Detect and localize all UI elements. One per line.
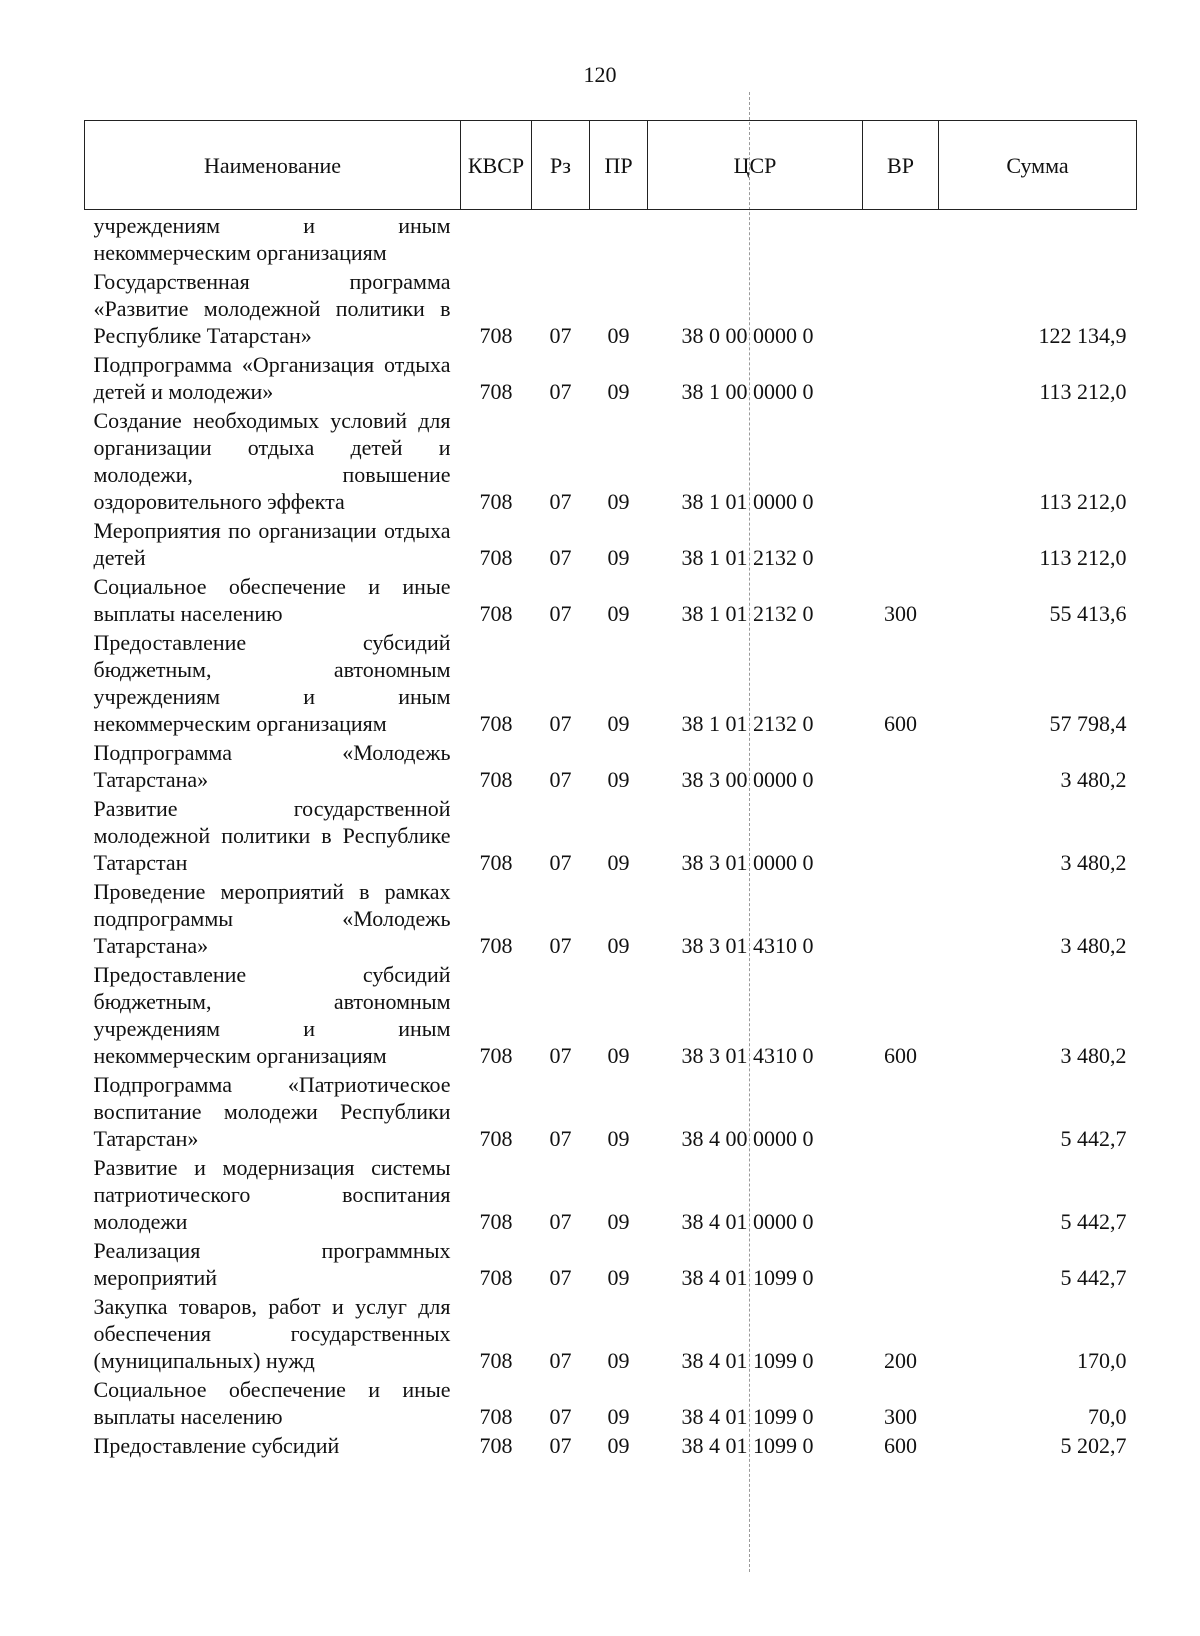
- cell-sum: 113 212,0: [1039, 379, 1127, 404]
- cell-sum: 3 480,2: [1060, 933, 1127, 958]
- cell-sum: 70,0: [1088, 1404, 1127, 1429]
- cell-rz: 07: [549, 850, 572, 875]
- cell-vr: 600: [884, 1433, 917, 1458]
- table-row: [85, 350, 1137, 406]
- cell-sum: 5 202,7: [1060, 1433, 1127, 1458]
- table-row: [85, 877, 1137, 960]
- cell-sum: 170,0: [1077, 1348, 1127, 1373]
- cell-sum: 5 442,7: [1060, 1265, 1127, 1290]
- cell-name: Закупка товаров, работ и услуг для обеспечения государственных (муниципальных) нужд: [93, 1294, 451, 1373]
- cell-csr: 38 4 01 1099 0: [681, 1265, 814, 1290]
- cell-vr: [863, 406, 939, 516]
- cell-rz: 07: [549, 1433, 572, 1458]
- cell-rz: 07: [549, 1209, 572, 1234]
- header-vr: ВР: [863, 121, 939, 210]
- cell-kvsr: 708: [479, 323, 513, 348]
- cell-sum: 113 212,0: [1039, 545, 1127, 570]
- cell-kvsr: 708: [479, 601, 513, 626]
- cell-vr: [863, 1070, 939, 1153]
- cell-rz: [532, 210, 590, 268]
- cell-pr: [590, 210, 648, 268]
- cell-csr: 38 4 01 1099 0: [681, 1433, 814, 1458]
- cell-name: Социальное обеспечение и иные выплаты населению: [93, 574, 451, 626]
- cell-kvsr: 708: [479, 767, 513, 792]
- cell-kvsr: 708: [479, 545, 513, 570]
- cell-kvsr: 708: [479, 1209, 513, 1234]
- cell-kvsr: 708: [479, 379, 513, 404]
- cell-csr: 38 3 01 0000 0: [681, 850, 814, 875]
- cell-name: учреждениям и иным некоммерческим организациям: [93, 213, 451, 265]
- cell-pr: 09: [607, 933, 630, 958]
- cell-kvsr: 708: [479, 489, 513, 514]
- table-body: [85, 210, 1137, 1461]
- cell-name: Мероприятия по организации отдыха детей: [93, 518, 451, 570]
- cell-vr: 600: [884, 1043, 917, 1068]
- cell-vr: [863, 877, 939, 960]
- cell-rz: 07: [549, 1348, 572, 1373]
- cell-name: Государственная программа «Развитие молодежной политики в Республике Татарстан»: [93, 269, 451, 348]
- cell-vr: [863, 794, 939, 877]
- cell-kvsr: 708: [479, 1404, 513, 1429]
- cell-pr: 09: [607, 1404, 630, 1429]
- cell-csr: 38 3 01 4310 0: [681, 933, 814, 958]
- cell-vr: [863, 1153, 939, 1236]
- cell-name: Создание необходимых условий для организации отдыха детей и молодежи, повышение оздоровительного эффекта: [93, 408, 451, 514]
- cell-kvsr: [461, 210, 532, 268]
- table-row: [85, 1375, 1137, 1431]
- cell-pr: 09: [607, 601, 630, 626]
- cell-csr: 38 1 00 0000 0: [681, 379, 814, 404]
- cell-name: Предоставление субсидий бюджетным, автономным учреждениям и иным некоммерческим организациям: [93, 962, 451, 1068]
- cell-csr: [648, 210, 863, 268]
- cell-name: Развитие государственной молодежной политики в Республике Татарстан: [93, 796, 451, 875]
- cell-name: Социальное обеспечение и иные выплаты населению: [93, 1377, 451, 1429]
- header-pr: ПР: [590, 121, 648, 210]
- cell-sum: 3 480,2: [1060, 850, 1127, 875]
- table-row: [85, 1070, 1137, 1153]
- table-row: [85, 267, 1137, 350]
- cell-sum: 55 413,6: [1049, 601, 1127, 626]
- cell-pr: 09: [607, 1209, 630, 1234]
- table-header: [85, 121, 1137, 210]
- header-rz: Рз: [532, 121, 590, 210]
- cell-pr: 09: [607, 767, 630, 792]
- header-sum: Сумма: [939, 121, 1137, 210]
- cell-sum: 5 442,7: [1060, 1126, 1127, 1151]
- cell-kvsr: 708: [479, 850, 513, 875]
- cell-pr: 09: [607, 1265, 630, 1290]
- cell-kvsr: 708: [479, 1265, 513, 1290]
- cell-rz: 07: [549, 1043, 572, 1068]
- header-name: Наименование: [85, 121, 461, 210]
- cell-rz: 07: [549, 1404, 572, 1429]
- cell-csr: 38 1 01 2132 0: [681, 601, 814, 626]
- cell-kvsr: 708: [479, 933, 513, 958]
- cell-name: Предоставление субсидий: [93, 1433, 340, 1458]
- cell-csr: 38 0 00 0000 0: [681, 323, 814, 348]
- table-row: [85, 1292, 1137, 1375]
- cell-rz: 07: [549, 323, 572, 348]
- table-row: [85, 738, 1137, 794]
- cell-csr: 38 4 01 0000 0: [681, 1209, 814, 1234]
- cell-rz: 07: [549, 545, 572, 570]
- table-row: [85, 572, 1137, 628]
- cell-vr: 300: [884, 601, 917, 626]
- page-number: 120: [583, 62, 617, 87]
- cell-csr: 38 3 01 4310 0: [681, 1043, 814, 1068]
- header-row: [85, 121, 1137, 210]
- cell-kvsr: 708: [479, 1433, 513, 1458]
- cell-csr: 38 1 01 2132 0: [681, 545, 814, 570]
- cell-vr: [863, 350, 939, 406]
- cell-rz: 07: [549, 601, 572, 626]
- cell-sum: 113 212,0: [1039, 489, 1127, 514]
- cell-name: Реализация программных мероприятий: [93, 1238, 451, 1290]
- cell-pr: 09: [607, 489, 630, 514]
- cell-name: Подпрограмма «Патриотическое воспитание молодежи Республики Татарстан»: [93, 1072, 451, 1151]
- cell-pr: 09: [607, 1126, 630, 1151]
- table-row: [85, 1236, 1137, 1292]
- table-row: [85, 960, 1137, 1070]
- table-row: [85, 516, 1137, 572]
- cell-pr: 09: [607, 1348, 630, 1373]
- header-csr: ЦСР: [648, 121, 863, 210]
- cell-kvsr: 708: [479, 1043, 513, 1068]
- cell-name: Развитие и модернизация системы патриотического воспитания молодежи: [93, 1155, 451, 1234]
- cell-vr: [863, 516, 939, 572]
- cell-csr: 38 4 01 1099 0: [681, 1348, 814, 1373]
- cell-pr: 09: [607, 711, 630, 736]
- cell-rz: 07: [549, 1265, 572, 1290]
- cell-rz: 07: [549, 767, 572, 792]
- table-row: [85, 628, 1137, 738]
- cell-pr: 09: [607, 379, 630, 404]
- cell-rz: 07: [549, 489, 572, 514]
- table-row: [85, 1153, 1137, 1236]
- table-row: [85, 406, 1137, 516]
- cell-vr: 300: [884, 1404, 917, 1429]
- cell-pr: 09: [607, 850, 630, 875]
- header-kvsr: КВСР: [461, 121, 532, 210]
- table-row: [85, 794, 1137, 877]
- cell-kvsr: 708: [479, 1126, 513, 1151]
- cell-vr: [863, 210, 939, 268]
- cell-name: Подпрограмма «Молодежь Татарстана»: [93, 740, 451, 792]
- cell-sum: 57 798,4: [1049, 711, 1127, 736]
- cell-pr: 09: [607, 1043, 630, 1068]
- cell-csr: 38 4 00 0000 0: [681, 1126, 814, 1151]
- cell-vr: 600: [884, 711, 917, 736]
- cell-csr: 38 3 00 0000 0: [681, 767, 814, 792]
- cell-sum: 122 134,9: [1038, 323, 1127, 348]
- budget-table: [84, 120, 1137, 1460]
- cell-rz: 07: [549, 1126, 572, 1151]
- cell-vr: [863, 738, 939, 794]
- cell-vr: [863, 1236, 939, 1292]
- cell-vr: [863, 267, 939, 350]
- cell-sum: 3 480,2: [1060, 767, 1127, 792]
- cell-rz: 07: [549, 933, 572, 958]
- budget-table-container: [84, 120, 1136, 1460]
- cell-rz: 07: [549, 711, 572, 736]
- cell-csr: 38 4 01 1099 0: [681, 1404, 814, 1429]
- cell-name: Предоставление субсидий бюджетным, автономным учреждениям и иным некоммерческим организациям: [93, 630, 451, 736]
- cell-sum: 3 480,2: [1060, 1043, 1127, 1068]
- cell-kvsr: 708: [479, 1348, 513, 1373]
- cell-vr: 200: [884, 1348, 917, 1373]
- cell-rz: 07: [549, 379, 572, 404]
- cell-name: Подпрограмма «Организация отдыха детей и молодежи»: [93, 352, 451, 404]
- table-row: [85, 210, 1137, 268]
- cell-sum: [939, 210, 1137, 268]
- cell-pr: 09: [607, 1433, 630, 1458]
- table-row: [85, 1431, 1137, 1460]
- cell-csr: 38 1 01 2132 0: [681, 711, 814, 736]
- cell-name: Проведение мероприятий в рамках подпрограммы «Молодежь Татарстана»: [93, 879, 451, 958]
- cell-kvsr: 708: [479, 711, 513, 736]
- cell-csr: 38 1 01 0000 0: [681, 489, 814, 514]
- cell-pr: 09: [607, 323, 630, 348]
- cell-sum: 5 442,7: [1060, 1209, 1127, 1234]
- cell-pr: 09: [607, 545, 630, 570]
